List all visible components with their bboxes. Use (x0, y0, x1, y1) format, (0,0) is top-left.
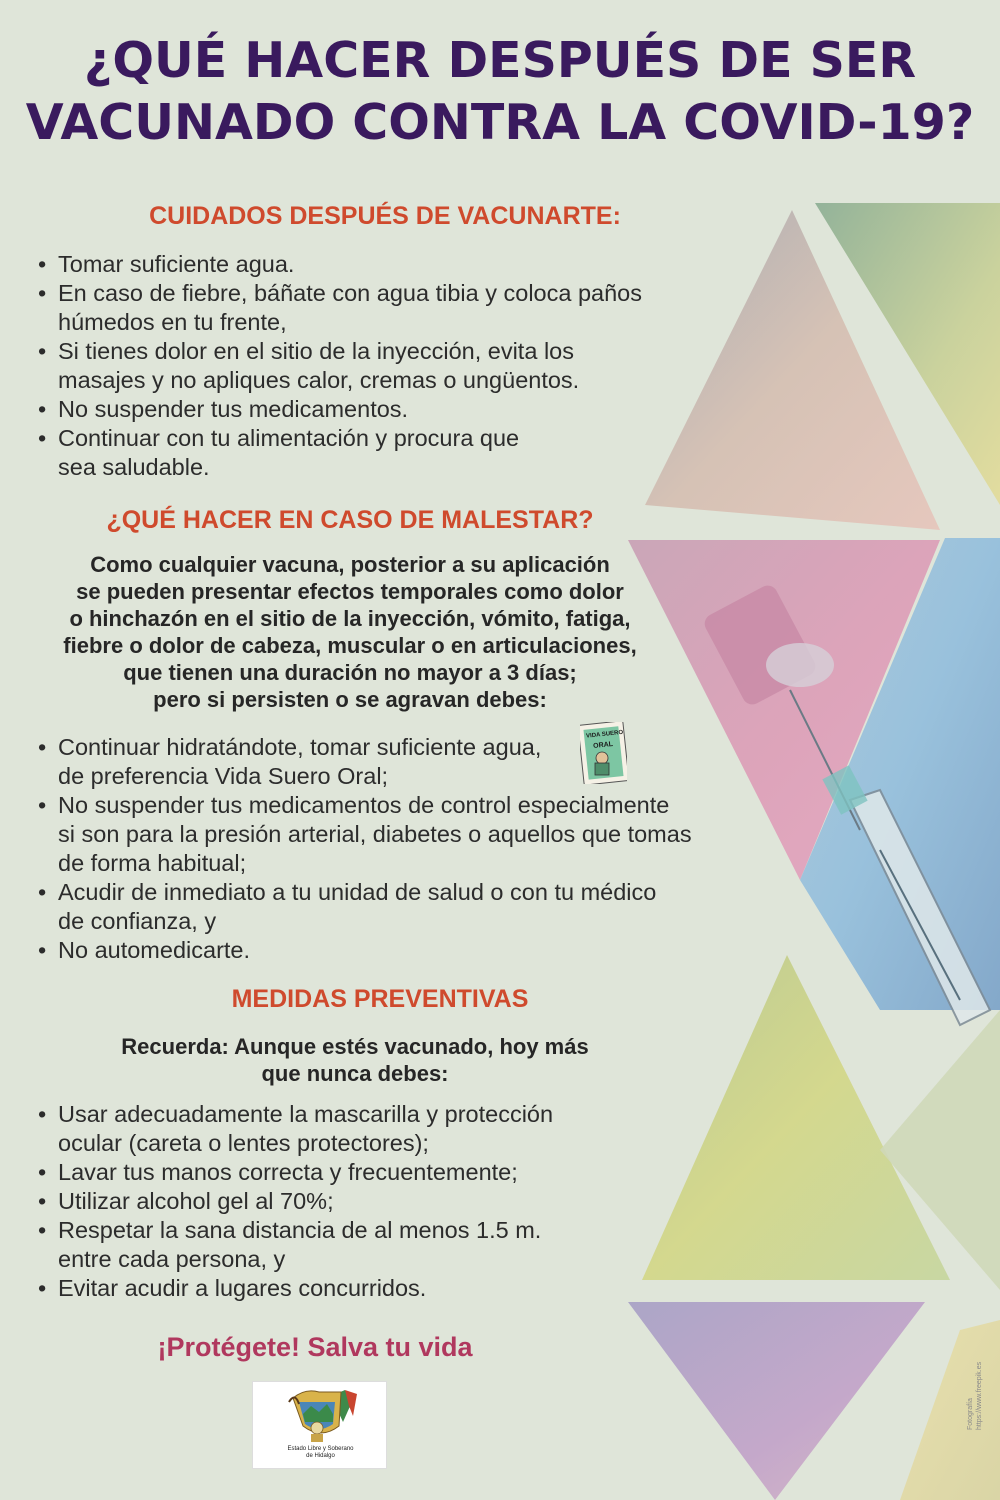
list-item: • Lavar tus manos correcta y frecuentemente; (36, 1158, 553, 1187)
collage-triangle-bottom-right (900, 1320, 1000, 1500)
discomfort-heading: ¿QUÉ HACER EN CASO DE MALESTAR? (106, 506, 594, 534)
title-line-2: VACUNADO CONTRA LA COVID-19? (25, 94, 975, 151)
title-line-1: ¿QUÉ HACER DESPUÉS DE SER (83, 32, 917, 89)
discomfort-paragraph: Como cualquier vacuna, posterior a su aplicación se pueden presentar efectos temporales como dolor o hinchazón en el sitio de la inyección, vómito, fatiga, fiebre o dolor de cabeza, muscular o en articulaciones, que tienen una duración no mayor a 3 días; pero si persisten o se agravan debes: (63, 552, 637, 712)
list-item: • Utilizar alcohol gel al 70%; (36, 1187, 553, 1216)
seal-caption: Estado Libre y Soberano de Hidalgo (287, 1446, 354, 1459)
photo-credit: Fotografía https://www.freepik.es (967, 1361, 983, 1430)
prevention-list (36, 1100, 553, 1303)
page-title (0, 30, 1000, 154)
list-item: • No suspender tus medicamentos. (36, 395, 642, 424)
svg-text:VIDA SUERO: VIDA SUERO (585, 729, 624, 740)
list-item: • Evitar acudir a lugares concurridos. (36, 1274, 553, 1303)
list-item: • En caso de fiebre, báñate con agua tibia y coloca paños húmedos en tu frente, (36, 279, 642, 337)
prevention-heading: MEDIDAS PREVENTIVAS (231, 985, 529, 1013)
slogan: ¡Protégete! Salva tu vida (157, 1332, 473, 1362)
list-item: • Si tienes dolor en el sitio de la inyección, evita los masajes y no apliques calor, cremas o ungüentos. (36, 337, 642, 395)
list-item: • No suspender tus medicamentos de control especialmente si son para la presión arterial, diabetes o aquellos que tomas de forma habitual; (36, 791, 692, 878)
list-item: • Respetar la sana distancia de al menos 1.5 m. entre cada persona, y (36, 1216, 553, 1274)
hidalgo-seal (252, 1381, 387, 1469)
prevention-reminder: Recuerda: Aunque estés vacunado, hoy más que nunca debes: (121, 1034, 589, 1086)
suero-oral-pack-icon (580, 722, 627, 784)
list-item: • Continuar con tu alimentación y procura que sea saludable. (36, 424, 642, 482)
care-heading: CUIDADOS DESPUÉS DE VACUNARTE: (149, 202, 621, 230)
list-item: • Acudir de inmediato a tu unidad de salud o con tu médico de confianza, y (36, 878, 692, 936)
list-item: • Continuar hidratándote, tomar suficiente agua, de preferencia Vida Suero Oral; (36, 733, 692, 791)
collage-triangle-bottom-purple (628, 1302, 925, 1500)
list-item: • Tomar suficiente agua. (36, 250, 642, 279)
svg-text:ORAL: ORAL (592, 740, 614, 750)
list-item: • No automedicarte. (36, 936, 692, 965)
coat-of-arms-icon (253, 1382, 388, 1446)
list-item: • Usar adecuadamente la mascarilla y protección ocular (careta o lentes protectores); (36, 1100, 553, 1158)
care-list (36, 250, 642, 482)
